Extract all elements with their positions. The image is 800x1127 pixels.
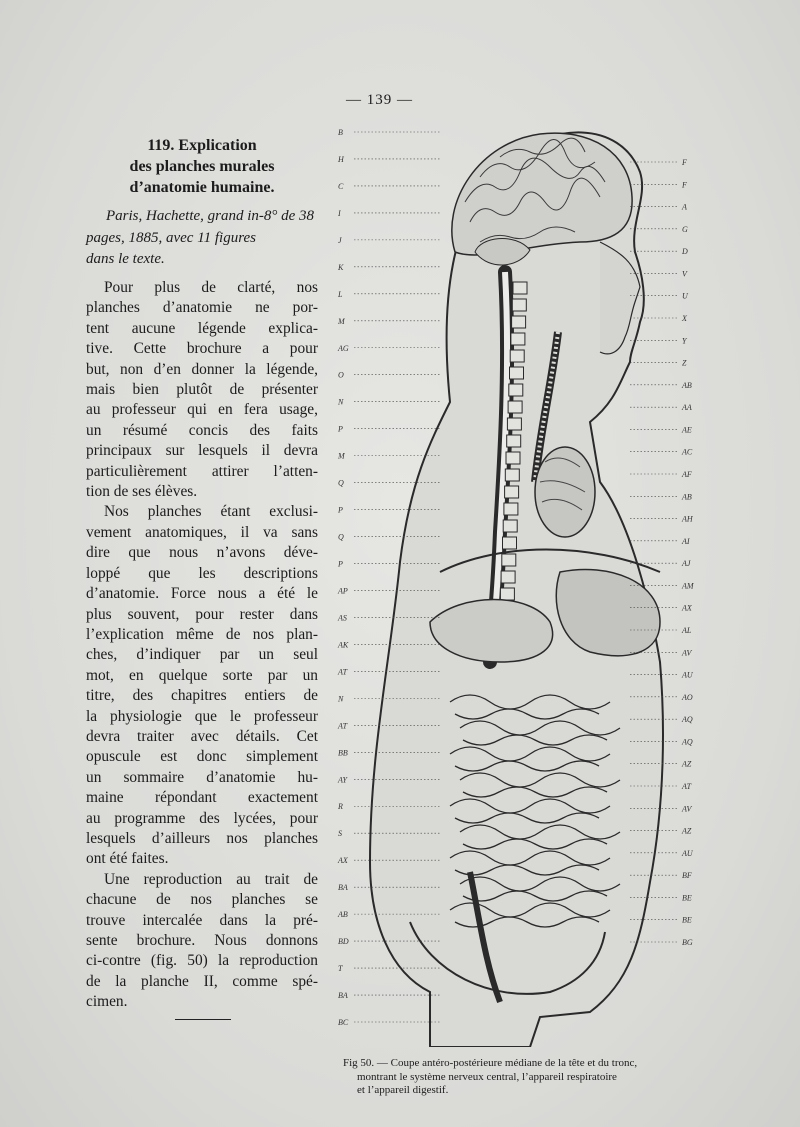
- figure-label-right: AV: [682, 648, 692, 658]
- figure-label-right: AJ: [682, 559, 691, 569]
- figure-label-left: K: [338, 262, 344, 272]
- body-line: Une reproduction au trait de: [104, 870, 318, 888]
- body-line: maine répondant exactement: [86, 789, 318, 807]
- body-line: tive. Cette brochure a pour: [86, 340, 318, 358]
- heart: [535, 447, 595, 537]
- vertebra: [507, 435, 521, 447]
- vertebra: [509, 384, 523, 396]
- vertebra: [511, 333, 525, 345]
- reference-line: Paris, Hachette, grand in-8° de 38: [106, 208, 315, 224]
- figure-label-right: V: [682, 269, 687, 279]
- figure-label-right: BE: [682, 915, 692, 925]
- figure-caption: [343, 1057, 703, 1098]
- figure-label-left: Q: [338, 478, 344, 488]
- body-line: d’anatomie. Force nous a été le: [86, 585, 318, 603]
- caption-line: Fig 50. — Coupe antéro-postérieure médiane de la tête et du tronc,: [343, 1057, 638, 1069]
- figure-label-left: AP: [338, 586, 348, 596]
- vertebra: [502, 554, 516, 566]
- figure-label-right: AO: [682, 692, 693, 702]
- figure-label-right: AL: [682, 626, 692, 635]
- brain: [452, 133, 632, 255]
- figure-label-right: AH: [682, 514, 693, 524]
- figure-label-left: S: [338, 829, 342, 839]
- figure-label-left: R: [338, 802, 343, 812]
- vertebra: [503, 537, 517, 549]
- figure-label-left: BD: [338, 937, 349, 947]
- body-line: Nos planches étant exclusi-: [104, 503, 318, 521]
- figure-label-left: M: [338, 451, 345, 461]
- figure-label-right: F: [682, 158, 687, 167]
- reference-line: dans le texte.: [86, 251, 165, 267]
- figure-label-right: AB: [682, 380, 692, 390]
- heading-line: des planches murales: [129, 158, 275, 175]
- figure-label-left: BB: [338, 748, 348, 758]
- figure-label-left: AG: [338, 343, 349, 353]
- figure-label-right: AQ: [682, 737, 693, 747]
- entry-heading: [86, 135, 318, 198]
- body-line: Pour plus de clarté, nos: [104, 279, 318, 296]
- body-line: loppé que les descriptions: [86, 564, 318, 582]
- anatomy-drawing: [370, 132, 663, 1047]
- figure-label-right: D: [682, 247, 688, 257]
- heading-line: 119. Explication: [147, 137, 257, 154]
- figure-label-left: AY: [338, 775, 347, 785]
- body-line: vement anatomiques, il va sans: [86, 523, 318, 541]
- figure-label-left: P: [338, 559, 343, 569]
- body-line: dire que nous n’avons déve-: [86, 544, 318, 562]
- figure-label-right: Z: [682, 358, 687, 368]
- figure-label-left: I: [338, 208, 341, 218]
- body-line: mot, en quelque sorte par un: [86, 666, 318, 684]
- figure-label-right: AZ: [682, 826, 692, 836]
- vertebra: [513, 282, 527, 294]
- vertebra: [508, 401, 522, 413]
- figure-label-right: X: [682, 314, 687, 323]
- body-paragraphs: [86, 278, 318, 1013]
- figure-label-right: BF: [682, 871, 692, 881]
- vertebra: [501, 571, 515, 583]
- figure-label-left: M: [338, 316, 345, 326]
- figure-label-right: Y: [682, 336, 687, 346]
- figure-label-left: BA: [338, 883, 348, 893]
- figure-label-left: H: [338, 154, 344, 164]
- body-line: ches, d’indiquer par un seul: [86, 646, 318, 664]
- body-line: opuscule est donc simplement: [86, 748, 318, 766]
- body-line: ci-contre (fig. 50) la reproduction: [86, 952, 318, 970]
- vertebra: [505, 486, 519, 498]
- caption-line: et l’appareil digestif.: [357, 1084, 449, 1096]
- figure-label-left: AB: [338, 910, 348, 920]
- vertebra: [510, 350, 524, 362]
- body-line: sente brochure. Nous donnons: [86, 932, 318, 949]
- reference-line: pages, 1885, avec 11 figures: [86, 229, 256, 246]
- figure-label-right: AE: [682, 425, 692, 435]
- figure-label-right: AB: [682, 492, 692, 502]
- vertebra: [500, 588, 514, 600]
- figure-label-left: C: [338, 181, 344, 191]
- body-line: au programme des lycées, pour: [86, 809, 318, 827]
- body-line: chacune de nos planches se: [86, 891, 318, 909]
- figure-label-right: AV: [682, 804, 692, 814]
- body-line: ont été faites.: [86, 850, 169, 868]
- figure-label-right: AU: [682, 848, 693, 858]
- vertebra: [504, 503, 518, 515]
- vertebra: [512, 316, 526, 328]
- figure-label-right: A: [682, 202, 687, 212]
- body-line: un sommaire d’anatomie hu-: [86, 768, 318, 786]
- figure-label-right: AI: [682, 536, 690, 546]
- body-line: principaux sur lesquels il devra: [86, 442, 318, 460]
- anatomical-figure: [330, 102, 800, 1047]
- body-line: l’explication même de nos plan-: [86, 625, 318, 643]
- figure-label-right: AQ: [682, 715, 693, 725]
- body-line: au professeur qui en fera usage,: [86, 401, 318, 419]
- figure-label-right: BG: [682, 938, 693, 947]
- body-line: de la planche II, comme spé-: [86, 972, 318, 990]
- vertebra: [507, 418, 521, 430]
- body-line: planches d’anatomie ne por-: [86, 299, 318, 317]
- figure-label-left: T: [338, 964, 343, 974]
- vertebra: [505, 469, 519, 481]
- figure-label-right: AU: [682, 670, 693, 680]
- figure-label-left: O: [338, 370, 344, 380]
- figure-label-right: AC: [682, 447, 693, 457]
- figure-label-left: AT: [338, 721, 348, 731]
- figure-label-left: J: [338, 235, 342, 245]
- figure-label-left: N: [338, 397, 344, 407]
- body-line: cimen.: [86, 993, 128, 1011]
- figure-label-right: F: [682, 180, 687, 190]
- figure-label-right: AX: [682, 603, 692, 613]
- figure-label-left: P: [338, 424, 343, 434]
- figure-label-left: N: [338, 694, 344, 704]
- body-line: particulièrement attirer l’atten-: [86, 462, 318, 480]
- figure-label-right: AT: [682, 782, 692, 791]
- vertebra: [503, 520, 517, 532]
- body-line: lesquels d’ailleurs nos planches: [86, 829, 318, 847]
- figure-label-left: BC: [338, 1018, 349, 1027]
- figure-label-left: L: [338, 289, 343, 299]
- figure-label-left: AS: [338, 613, 347, 623]
- heading-line: d’anatomie humaine.: [129, 179, 275, 196]
- body-line: mais bien plutôt de présenter: [86, 381, 318, 399]
- figure-label-right: G: [682, 224, 688, 234]
- figure-label-right: BE: [682, 893, 692, 903]
- caption-line: montrant le système nerveux central, l’appareil respiratoire: [357, 1070, 617, 1083]
- closing-rule: [175, 1019, 231, 1020]
- page-number: — 139 —: [346, 92, 413, 108]
- figure-label-left: B: [338, 128, 343, 137]
- figure-label-left: AX: [338, 856, 348, 866]
- figure-label-left: P: [338, 505, 343, 515]
- body-line: un résumé concis des faits: [86, 421, 318, 439]
- figure-label-left: AT: [338, 667, 348, 677]
- figure-label-left: BA: [338, 991, 348, 1001]
- body-line: plus souvent, pour rester dans: [86, 605, 318, 623]
- vertebra: [510, 367, 524, 379]
- body-line: titre, des chapitres entiers de: [86, 687, 318, 705]
- figure-label-right: U: [682, 291, 688, 301]
- bibliographic-reference: [86, 206, 318, 271]
- figure-label-right: AF: [682, 470, 692, 479]
- body-line: tion de ses élèves.: [86, 483, 198, 501]
- figure-label-left: AK: [338, 640, 349, 650]
- vertebra: [506, 452, 520, 464]
- figure-label-left: Q: [338, 532, 344, 542]
- figure-label-right: AZ: [682, 759, 692, 769]
- body-line: trouve intercalée dans la pré-: [86, 911, 318, 929]
- body-line: but, non d’en donner la légende,: [86, 360, 318, 378]
- figure-label-right: AA: [682, 403, 692, 413]
- body-line: tent aucune légende explica-: [86, 319, 318, 337]
- vertebra: [512, 299, 526, 311]
- figure-label-right: AM: [682, 581, 694, 591]
- body-line: la physiologie que le professeur: [86, 707, 318, 725]
- body-line: devra traiter avec détails. Cet: [86, 727, 318, 745]
